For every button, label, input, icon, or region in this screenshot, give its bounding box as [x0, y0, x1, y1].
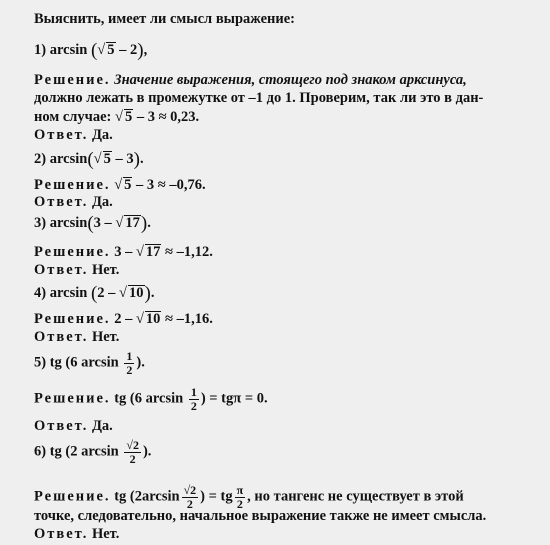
solution-pre: ном случае:	[34, 109, 112, 125]
fraction	[189, 386, 199, 412]
function-name: arcsin	[49, 285, 88, 301]
item-number: 3)	[34, 215, 47, 231]
item-6-solution-line-1	[34, 484, 464, 510]
item-2-answer	[34, 195, 113, 210]
expr-post: ).	[136, 354, 145, 371]
function-name: arcsin	[49, 151, 88, 167]
solution-mid: ) = tg	[200, 488, 233, 505]
solution-label: Решение.	[34, 244, 111, 260]
fraction-numerator: √2	[126, 438, 139, 452]
radical: 5	[124, 177, 132, 193]
radical: 10	[145, 311, 161, 327]
expr-end: ,	[143, 42, 148, 58]
fraction-numerator: 1	[126, 349, 133, 363]
fraction-denominator: 2	[190, 398, 197, 413]
fraction-numerator: π	[236, 483, 244, 497]
item-number: 1)	[34, 42, 47, 58]
function-name: arcsin	[49, 42, 88, 58]
solution-label: Решение.	[34, 311, 111, 327]
item-5-answer	[34, 419, 113, 434]
solution-pre: 2 –	[114, 311, 133, 327]
solution-post: – 3 ≈ –0,76.	[136, 177, 206, 193]
item-5-solution	[34, 386, 268, 412]
solution-post: – 3 ≈ 0,23.	[136, 109, 200, 125]
expr-before: 3 –	[93, 215, 116, 231]
fraction	[182, 484, 199, 510]
solution-post: ) = tgπ = 0.	[200, 390, 268, 407]
expr-after: – 2	[115, 42, 138, 58]
answer-value: Нет.	[91, 262, 120, 278]
item-1-answer	[34, 128, 113, 143]
function-name: arcsin	[49, 215, 88, 231]
item-1-solution-line-1	[34, 73, 467, 88]
expr-end: .	[139, 151, 144, 167]
fraction	[124, 350, 134, 376]
fraction-numerator: 1	[190, 385, 197, 399]
item-2-solution: Решение. √ 5 – 3 ≈ –0,76.	[34, 177, 206, 193]
radical: 17	[145, 244, 161, 260]
expr-pre: tg (2 arcsin	[49, 443, 119, 460]
fraction-pi-over-2	[235, 484, 246, 510]
answer-label: Ответ.	[34, 262, 89, 278]
task-heading: Выяснить, имеет ли смысл выражение:	[34, 11, 296, 27]
item-6-answer	[34, 527, 119, 542]
item-4-answer	[34, 330, 119, 345]
expr-post: ).	[142, 443, 152, 460]
item-5-expression	[34, 350, 145, 376]
fraction-denominator: 2	[186, 496, 193, 511]
expr-end: .	[150, 285, 155, 301]
item-2-expression: 2) arcsin(√ 5 – 3).	[34, 149, 144, 170]
open-paren: (	[87, 213, 94, 234]
item-1-solution-line-3: ном случае: √ 5 – 3 ≈ 0,23.	[34, 109, 200, 125]
radical: 5	[107, 42, 115, 58]
item-number: 5)	[34, 354, 47, 371]
item-4-expression: 4) arcsin (2 – √ 10).	[34, 283, 155, 304]
answer-label: Ответ.	[34, 418, 89, 434]
open-paren: (	[90, 40, 98, 61]
solution-post: ≈ –1,16.	[165, 311, 213, 327]
item-3-expression: 3) arcsin(3 – √ 17).	[34, 213, 151, 234]
answer-value: Нет.	[91, 526, 120, 542]
open-paren: (	[90, 283, 98, 304]
answer-label: Ответ.	[34, 329, 89, 345]
radical: 5	[103, 151, 111, 167]
item-3-answer	[34, 263, 119, 278]
expr-after: – 3	[111, 151, 134, 167]
solution-post: ≈ –1,12.	[165, 244, 213, 260]
item-6-expression	[34, 439, 151, 465]
solution-pre: tg (6 arcsin	[114, 390, 184, 407]
fraction-denominator: 2	[236, 496, 243, 511]
answer-label: Ответ.	[34, 194, 89, 210]
item-number: 6)	[34, 443, 47, 460]
solution-text: Значение выражения, стоящего под знаком арксинуса,	[114, 72, 467, 88]
solution-label: Решение.	[34, 488, 111, 505]
item-number: 2)	[34, 151, 47, 167]
item-4-solution: Решение. 2 – √ 10 ≈ –1,16.	[34, 311, 213, 327]
item-3-solution: Решение. 3 – √ 17 ≈ –1,12.	[34, 244, 213, 260]
answer-label: Ответ.	[34, 127, 89, 143]
radical: 17	[125, 215, 140, 231]
solution-label: Решение.	[34, 177, 111, 193]
answer-value: Да.	[91, 194, 113, 210]
solution-pre: 3 –	[114, 244, 133, 260]
solution-label: Решение.	[34, 72, 111, 88]
close-paren: )	[133, 149, 140, 170]
answer-value: Да.	[91, 127, 113, 143]
radical: 10	[129, 285, 144, 301]
fraction-numerator: √2	[183, 483, 197, 497]
fraction-denominator: 2	[126, 362, 133, 377]
item-1-solution-line-2: должно лежать в промежутке от –1 до 1. Проверим, так ли это в дан-	[34, 90, 484, 106]
close-paren: )	[137, 40, 144, 61]
solution-post: , но тангенс не существует в этой	[247, 488, 464, 505]
close-paren: )	[144, 283, 151, 304]
open-paren: (	[87, 149, 94, 170]
solution-label: Решение.	[34, 390, 111, 407]
expr-before: 2 –	[97, 285, 120, 301]
answer-label: Ответ.	[34, 526, 89, 542]
expr-pre: tg (6 arcsin	[49, 354, 119, 371]
answer-value: Да.	[91, 418, 113, 434]
item-number: 4)	[34, 285, 47, 301]
fraction	[124, 439, 141, 465]
solution-pre: tg (2arcsin	[114, 488, 180, 505]
item-6-solution-line-2: точке, следовательно, начальное выражение также не имеет смысла.	[34, 508, 487, 524]
expr-end: .	[147, 215, 151, 231]
item-1-expression: 1) arcsin (√ 5 – 2),	[34, 40, 148, 61]
answer-value: Нет.	[91, 329, 120, 345]
radical: 5	[124, 109, 133, 125]
close-paren: )	[140, 213, 148, 234]
fraction-denominator: 2	[129, 451, 136, 466]
